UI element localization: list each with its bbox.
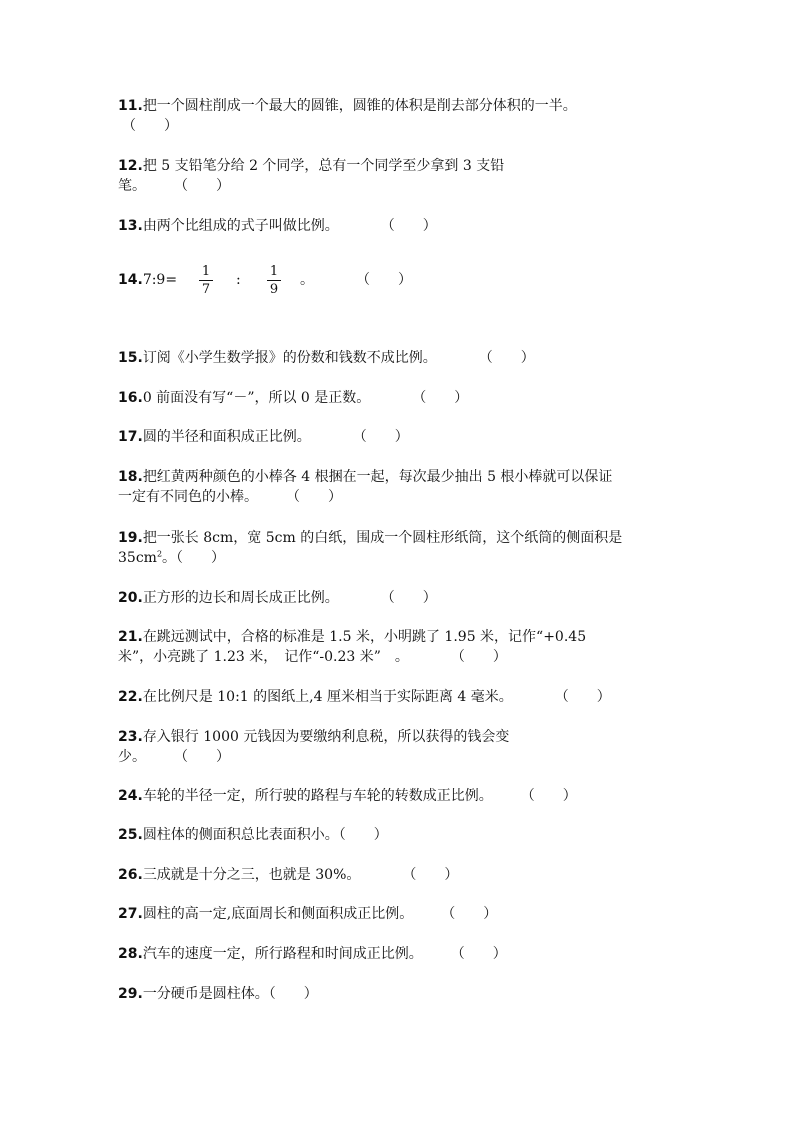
question-number: 11. xyxy=(118,98,143,114)
question-21 xyxy=(118,627,586,647)
question-number: 29. xyxy=(118,986,143,1002)
question-number: 14. xyxy=(118,272,143,288)
question-16 xyxy=(118,388,468,408)
question-text: 在比例尺是 10:1 的图纸上,4 厘米相当于实际距离 4 毫米。 （ ） xyxy=(142,689,611,705)
area-exponent: 2 xyxy=(156,549,163,559)
question-number: 20. xyxy=(118,590,143,606)
question-12 xyxy=(118,156,504,176)
question-text: 一分硬币是圆柱体。（ ） xyxy=(142,986,318,1002)
question-prefix: 7:9= xyxy=(142,272,178,288)
question-text: 由两个比组成的式子叫做比例。 （ ） xyxy=(142,218,437,234)
fraction-one-ninth xyxy=(267,264,281,297)
question-27 xyxy=(118,904,497,924)
question-29 xyxy=(118,984,318,1004)
question-text: 圆柱体的侧面积总比表面积小。（ ） xyxy=(142,827,388,843)
question-text: 圆柱的高一定,底面周长和侧面积成正比例。 （ ） xyxy=(142,906,498,922)
question-number: 15. xyxy=(118,350,143,366)
question-number: 21. xyxy=(118,629,143,645)
question-number: 28. xyxy=(118,946,143,962)
answer-blank-21[interactable]: 米”，小亮跳了 1.23 米， 记作“-0.23 米” 。 （ ） xyxy=(118,649,507,665)
fraction-denominator: 9 xyxy=(269,282,279,297)
question-text: 三成就是十分之三，也就是 30%。 （ ） xyxy=(142,867,459,883)
question-text: 汽车的速度一定，所行路程和时间成正比例。 （ ） xyxy=(142,946,507,962)
question-number: 22. xyxy=(118,689,143,705)
question-20 xyxy=(118,588,437,608)
question-text: 把一张长 8cm，宽 5cm 的白纸，围成一个圆柱形纸筒，这个纸筒的侧面积是 xyxy=(142,530,623,546)
answer-blank-12[interactable]: 笔。 （ ） xyxy=(118,178,230,194)
question-number: 24. xyxy=(118,788,143,804)
answer-blank-14[interactable]: 。 （ ） xyxy=(300,272,412,288)
fraction-denominator: 7 xyxy=(201,282,211,297)
answer-blank-18[interactable]: 一定有不同色的小棒。 （ ） xyxy=(118,489,342,505)
question-13 xyxy=(118,216,437,236)
question-25 xyxy=(118,825,388,845)
answer-blank-19[interactable] xyxy=(118,548,225,568)
question-number: 16. xyxy=(118,390,143,406)
question-28 xyxy=(118,944,507,964)
question-19 xyxy=(118,528,622,548)
question-number: 26. xyxy=(118,867,143,883)
question-number: 19. xyxy=(118,530,143,546)
question-17 xyxy=(118,427,409,447)
fraction-numerator: 1 xyxy=(269,264,279,279)
fraction-bar xyxy=(267,280,281,281)
question-15 xyxy=(118,348,535,368)
ratio-colon: : xyxy=(236,272,241,288)
answer-blank-11[interactable]: （ ） xyxy=(122,118,178,134)
question-text: 把一个圆柱削成一个最大的圆锥，圆锥的体积是削去部分体积的一半。 xyxy=(142,98,577,114)
question-number: 27. xyxy=(118,906,143,922)
answer-blank-23[interactable]: 少。 （ ） xyxy=(118,749,230,765)
question-text: 把 5 支铅笔分给 2 个同学，总有一个同学至少拿到 3 支铅 xyxy=(142,158,505,174)
question-number: 12. xyxy=(118,158,143,174)
question-18 xyxy=(118,467,612,487)
answer-parens: 。（ ） xyxy=(162,550,226,566)
question-text: 0 前面没有写“－”，所以 0 是正数。 （ ） xyxy=(142,390,469,406)
question-text: 圆的半径和面积成正比例。 （ ） xyxy=(142,429,409,445)
question-26 xyxy=(118,865,458,885)
question-number: 13. xyxy=(118,218,143,234)
question-22 xyxy=(118,687,611,707)
question-number: 25. xyxy=(118,827,143,843)
question-number: 18. xyxy=(118,469,143,485)
area-value: 35cm xyxy=(118,550,157,566)
question-14 xyxy=(118,270,177,290)
question-24 xyxy=(118,786,577,806)
question-text: 车轮的半径一定，所行驶的路程与车轮的转数成正比例。 （ ） xyxy=(142,788,577,804)
question-23 xyxy=(118,727,509,747)
fraction-numerator: 1 xyxy=(201,264,211,279)
question-text: 正方形的边长和周长成正比例。 （ ） xyxy=(142,590,437,606)
question-text: 存入银行 1000 元钱因为要缴纳利息税，所以获得的钱会变 xyxy=(142,729,510,745)
question-11 xyxy=(118,96,577,116)
fraction-bar xyxy=(199,280,213,281)
question-text: 订阅《小学生数学报》的份数和钱数不成比例。 （ ） xyxy=(142,350,535,366)
question-number: 17. xyxy=(118,429,143,445)
fraction-one-seventh xyxy=(199,264,213,297)
question-text: 在跳远测试中，合格的标准是 1.5 米，小明跳了 1.95 米，记作“+0.45 xyxy=(142,629,587,645)
question-number: 23. xyxy=(118,729,143,745)
question-text: 把红黄两种颜色的小棒各 4 根捆在一起，每次最少抽出 5 根小棒就可以保证 xyxy=(142,469,613,485)
